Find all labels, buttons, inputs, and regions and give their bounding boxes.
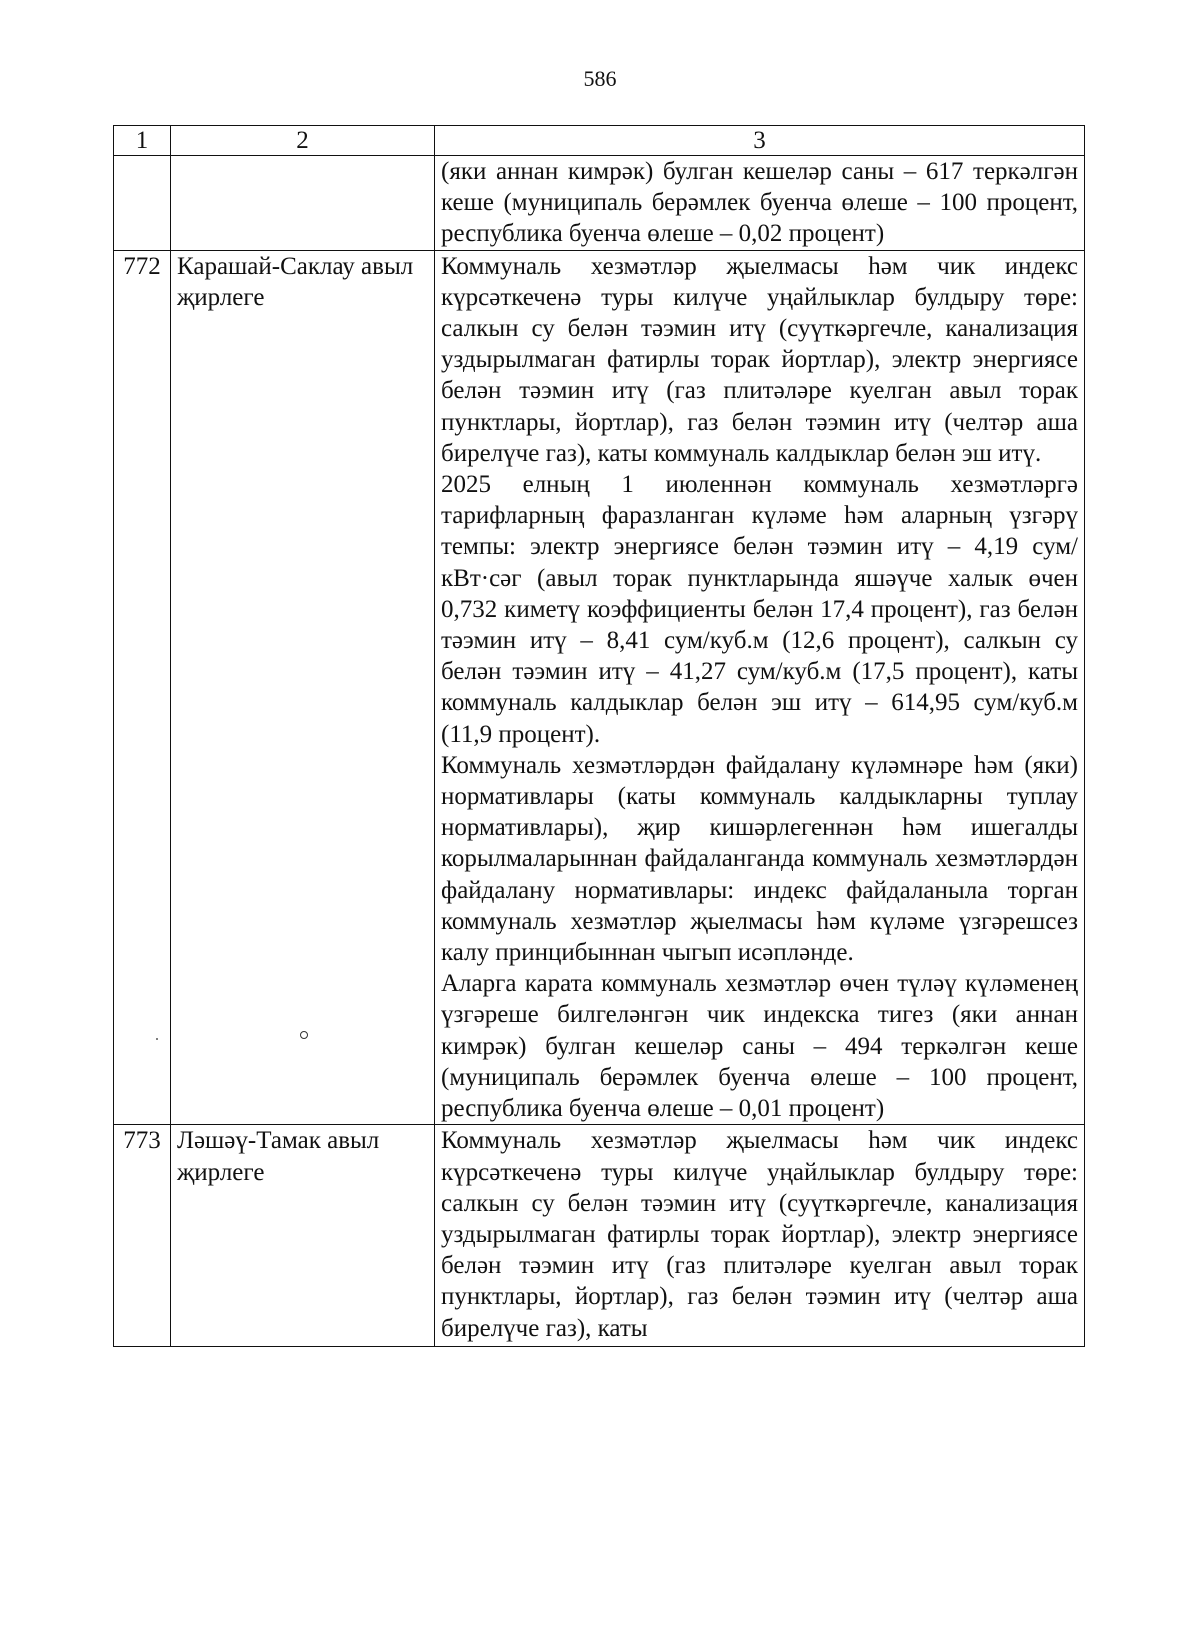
row-number: 772 [114, 250, 171, 1125]
content-paragraph: Коммуналь хезмәтләрдән файдалану күләмнәре һәм (яки) нормативлары (каты коммуналь калдыкларны туплау нормативлары), җир кишәрлегеннән һәм ишегалды корылмаларыннан файдаланганда коммуналь хезмәтләрдән файдалану нормативлары: индекс файдаланыла торган коммуналь хезмәтләр җыелмасы һәм күләме үзгәрешсез калу принцибыннан чыгып исәпләнде. [441, 751, 1078, 967]
settlement-name: Ләшәү-Тамак авыл җирлеге [171, 1125, 435, 1346]
table-row [114, 156, 1085, 251]
column-header-3: 3 [435, 126, 1085, 156]
content-paragraph: (яки аннан кимрәк) булган кешеләр саны – 617 теркәлгән кеше (муниципаль берәмлек буенча өлеше – 100 процент, республика буенча өлеше – 0,02 процент) [441, 158, 1078, 248]
row-content [435, 250, 1085, 1125]
page-number: 586 [583, 66, 617, 91]
document-table [113, 125, 1085, 1347]
column-header-2: 2 [171, 126, 435, 156]
scan-speck [156, 1038, 158, 1040]
table-row [114, 250, 1085, 1125]
content-paragraph: Аларга карата коммуналь хезмәтләр өчен түләү күләменең үзгәреше билгеләнгән чик индекска тигез (яки аннан кимрәк) булган кешеләр саны – 494 теркәлгән кеше (муниципаль берәмлек буенча өлеше – 100 процент, республика буенча өлеше – 0,01 процент) [441, 970, 1078, 1123]
table-header-row [114, 126, 1085, 156]
settlement-name: Карашай-Саклау авыл җирлеге [171, 250, 435, 1125]
content-paragraph: Коммуналь хезмәтләр җыелмасы һәм чик индекс күрсәткеченә туры килүче уңайлыклар булдыру төре: салкын су белән тәэмин итү (суүткәргечле, канализация уздырылмаган фатирлы торак йортлар), электр энергиясе белән тәэмин итү (газ плитәләре куелган авыл торак пунктлары, йортлар), газ белән тәэмин итү (челтәр аша бирелүче газ), каты коммуналь калдыклар белән эш итү. [441, 252, 1078, 467]
row-content [435, 156, 1085, 251]
row-content [435, 1125, 1085, 1346]
column-header-1: 1 [114, 126, 171, 156]
scan-speck [300, 1031, 308, 1039]
content-paragraph: Коммуналь хезмәтләр җыелмасы һәм чик индекс күрсәткеченә туры килүче уңайлыклар булдыру төре: салкын су белән тәэмин итү (суүткәргечле, канализация уздырылмаган фатирлы торак йортлар), электр энергиясе белән тәэмин итү (газ плитәләре куелган авыл торак пунктлары, йортлар), газ белән тәэмин итү (челтәр аша бирелүче газ), каты [441, 1127, 1078, 1342]
settlement-name [171, 156, 435, 251]
content-paragraph: 2025 елның 1 июленнән коммуналь хезмәтләргә тарифларның фаразланган күләме һәм аларның үзгәрү темпы: электр энергиясе белән тәэмин итү – 4,19 сум/кВт·сәг (авыл торак пунктларында яшәүче халык өчен 0,732 киметү коэффициенты белән 17,4 процент), газ белән тәэмин итү – 8,41 сум/куб.м (12,6 процент), салкын су белән тәэмин итү – 41,27 сум/куб.м (17,5 процент), каты коммуналь калдыклар белән эш итү – 614,95 сум/куб.м (11,9 процент). [441, 471, 1078, 748]
row-number [114, 156, 171, 251]
row-number: 773 [114, 1125, 171, 1346]
table-row [114, 1125, 1085, 1346]
